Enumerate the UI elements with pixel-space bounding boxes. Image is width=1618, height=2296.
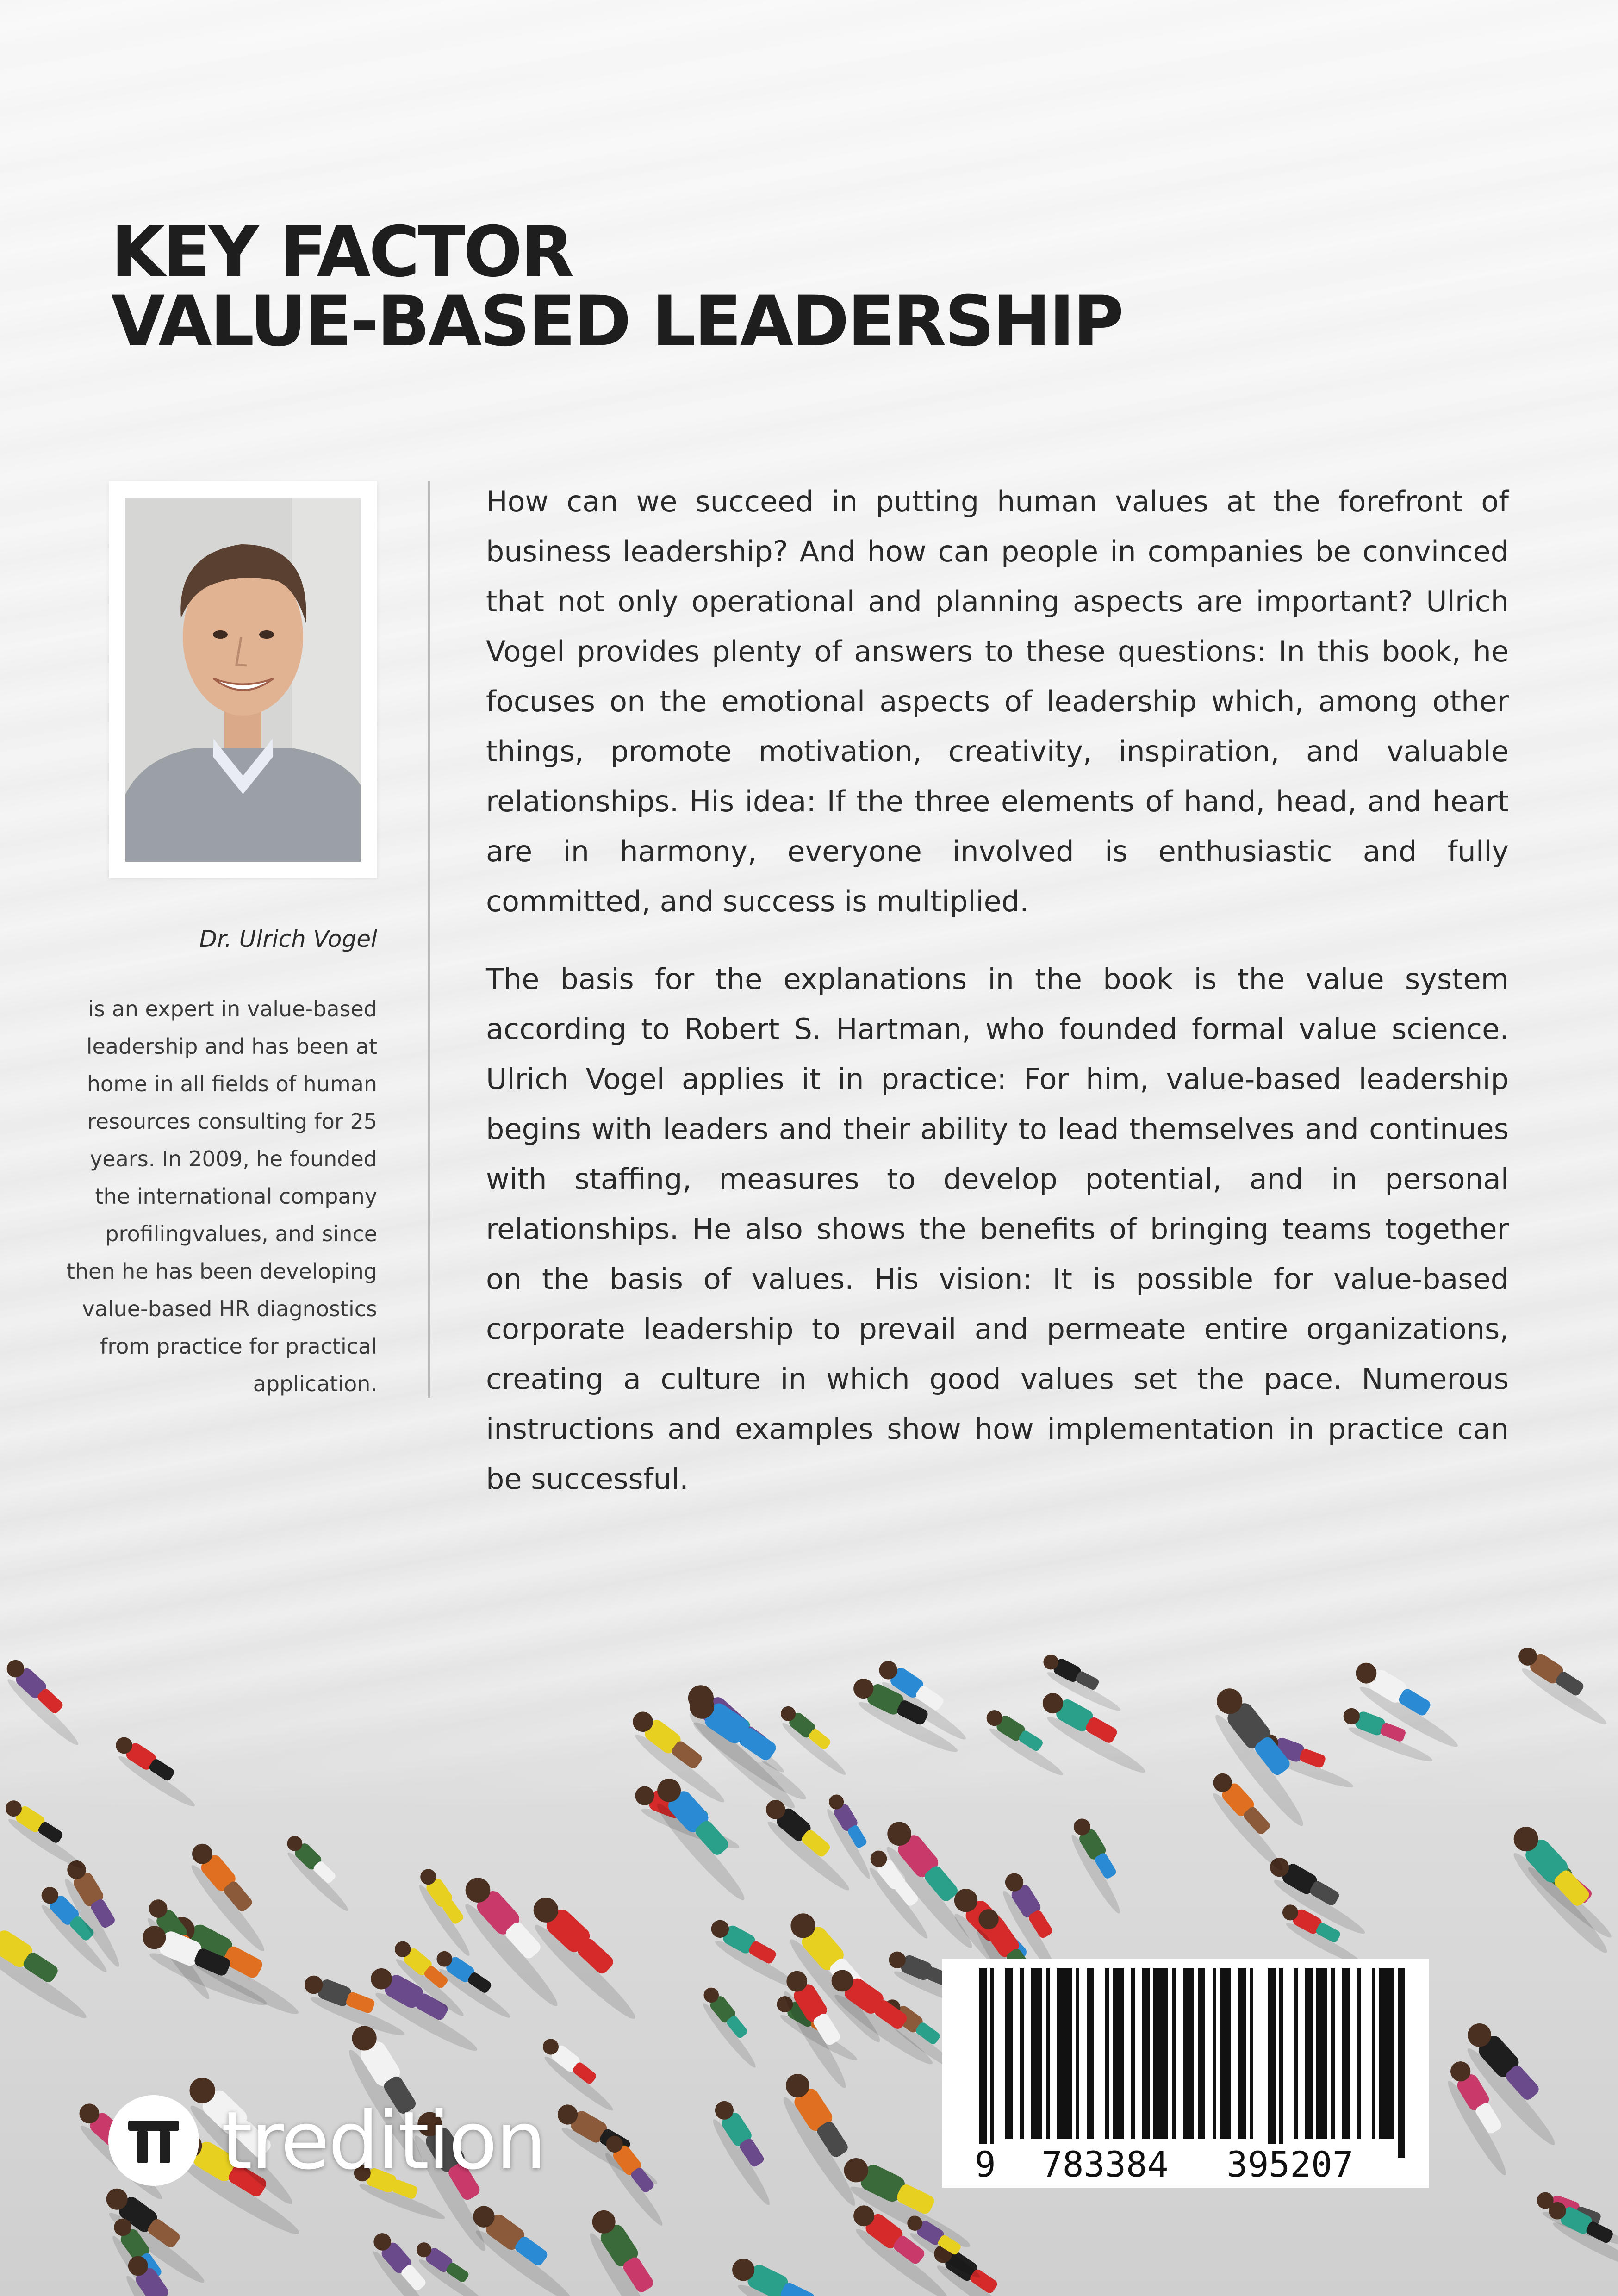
- barcode-bar: [1183, 1968, 1194, 2139]
- author-photo-frame: [109, 481, 377, 878]
- barcode-bar: [1268, 1968, 1276, 2158]
- barcode-bar: [1142, 1968, 1150, 2139]
- publisher-logo: [108, 2094, 545, 2187]
- barcode-prefix-digit: 9: [973, 2144, 998, 2185]
- barcode-bar: [1331, 1968, 1335, 2139]
- barcode-bar: [1153, 1968, 1168, 2139]
- author-portrait-illustration: [125, 498, 361, 862]
- author-name: Dr. Ulrich Vogel: [199, 926, 377, 952]
- barcode-bar: [1005, 1968, 1013, 2139]
- barcode-bar: [1031, 1968, 1042, 2139]
- barcode-bar: [1379, 1968, 1394, 2139]
- description-paragraph-2: The basis for the explanations in the book is the value system according to Robert S. Hartman, who founded formal value science. Ulrich Vogel applies it in practice: For him, value-based leadership begins with leaders and their ability to lead themselves and continues with staffing, measures to develop potential, and in personal relationships. He also shows the benefits of bringing teams together on the basis of values. His vision: It is possible for value-based corporate leadership to prevail and permeate entire organizations, creating a culture in which good values set the pace. Numerous instructions and examples show how implementation in practice can be successful.: [486, 962, 1509, 1496]
- barcode-group-1: 783384: [1039, 2144, 1170, 2185]
- barcode-bar: [1398, 1968, 1405, 2158]
- barcode-bar: [1113, 1968, 1124, 2139]
- barcode-bar: [1305, 1968, 1313, 2139]
- book-title-line-1: KEY FACTOR: [111, 212, 573, 292]
- isbn-barcode: [942, 1959, 1429, 2188]
- barcode-bar: [1172, 1968, 1176, 2139]
- barcode-bar: [990, 1968, 994, 2158]
- barcode-bar: [1198, 1968, 1205, 2139]
- barcode-bar: [1250, 1968, 1253, 2139]
- barcode-bar: [1220, 1968, 1231, 2139]
- barcode-digits: [970, 2144, 1414, 2185]
- author-photo: [125, 498, 361, 862]
- barcode-bar: [1020, 1968, 1024, 2139]
- barcode-bar: [1342, 1968, 1350, 2139]
- column-divider: [428, 481, 430, 1398]
- barcode-bar: [1279, 1968, 1283, 2158]
- book-title: [111, 212, 1122, 362]
- barcode-bar: [1213, 1968, 1216, 2139]
- book-description: [486, 477, 1509, 1532]
- barcode-bar: [1131, 1968, 1135, 2139]
- barcode-bars: [970, 1968, 1414, 2158]
- barcode-bar: [1087, 1968, 1094, 2139]
- barcode-bar: [1105, 1968, 1109, 2139]
- author-bio: is an expert in value-based leadership and has been at home in all fields of human resources consulting for 25 years. In 2009, he founded the international company profilingvalues, and since then he has been developing value-based HR diagnostics from practice for practical application.: [66, 996, 377, 1396]
- barcode-bar: [979, 1968, 987, 2158]
- barcode-bar: [1238, 1968, 1246, 2139]
- barcode-bar: [1372, 1968, 1375, 2139]
- barcode-bar: [1316, 1968, 1327, 2139]
- barcode-bar: [1057, 1968, 1072, 2139]
- barcode-bar: [1357, 1968, 1361, 2139]
- tredition-logo-icon: [108, 2095, 199, 2186]
- publisher-name: tredition: [221, 2094, 545, 2187]
- barcode-bar: [1046, 1968, 1050, 2139]
- barcode-group-2: 395207: [1225, 2144, 1356, 2185]
- book-title-line-2: VALUE-BASED LEADERSHIP: [111, 281, 1122, 362]
- description-paragraph-1: How can we succeed in putting human values at the forefront of business leadership? And how can people in companies be convinced that not only operational and planning aspects are important? Ulrich Vogel provides plenty of answers to these questions: In this book, he focuses on the emotional aspects of leadership which, among other things, promote motivation, creativity, inspiration, and valuable relationships. His idea: If the three elements of hand, head, and heart are in harmony, everyone involved is enthusiastic and fully committed, and success is multiplied.: [486, 485, 1509, 918]
- barcode-bar: [1076, 1968, 1079, 2139]
- barcode-bar: [1294, 1968, 1298, 2139]
